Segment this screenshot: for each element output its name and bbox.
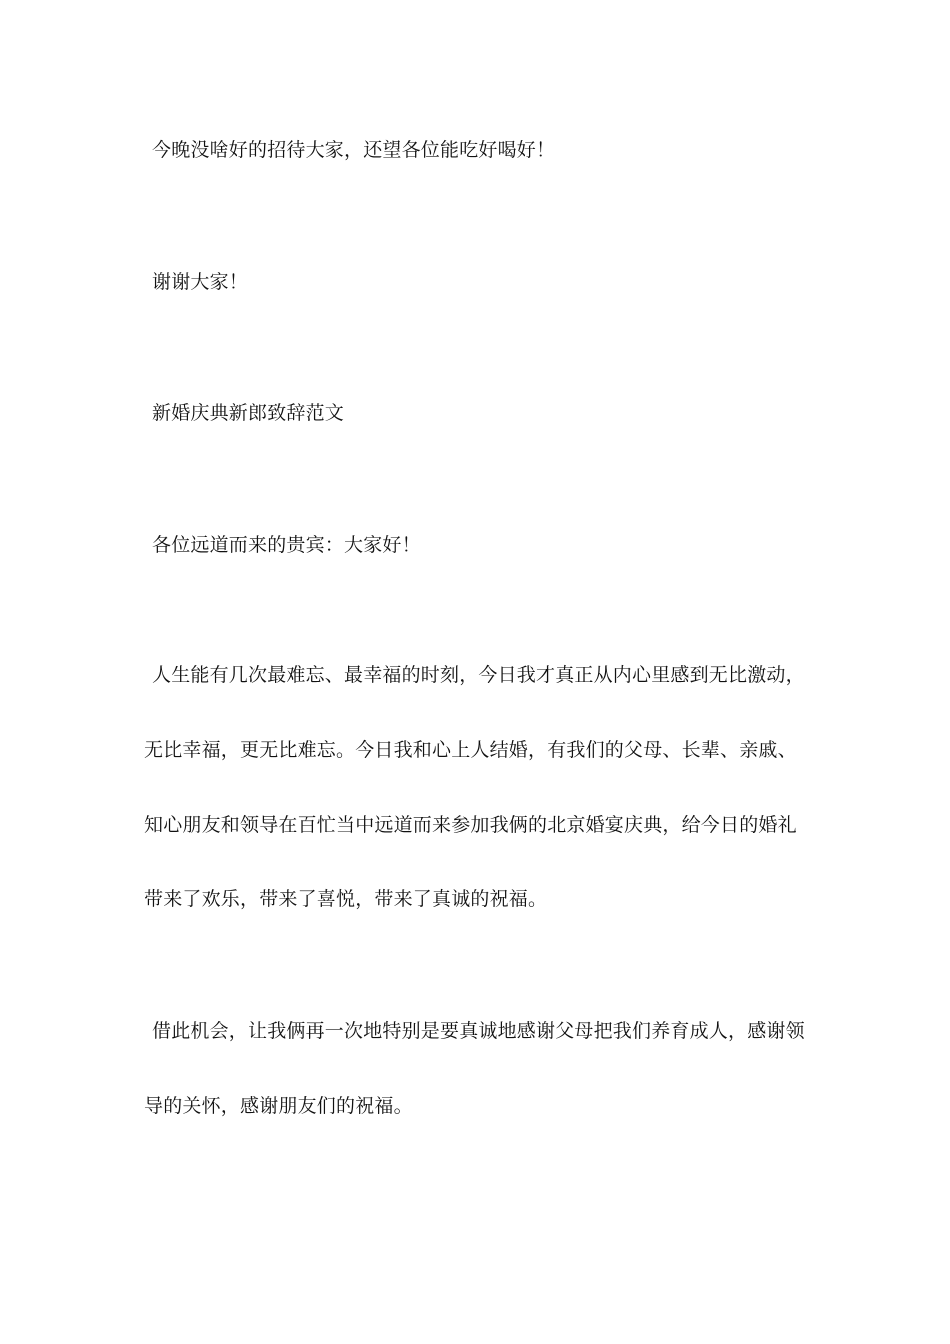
paragraph-line: 借此机会，让我俩再一次地特别是要真诚地感谢父母把我们养育成人，感谢领 xyxy=(152,1020,805,1042)
paragraph-line: 无比幸福，更无比难忘。今日我和心上人结婚，有我们的父母、长辈、亲戚、 xyxy=(144,739,797,761)
paragraph-line: 知心朋友和领导在百忙当中远道而来参加我俩的北京婚宴庆典，给今日的婚礼 xyxy=(144,814,797,836)
paragraph-line: 谢谢大家！ xyxy=(152,271,249,293)
paragraph-line: 人生能有几次最难忘、最幸福的时刻，今日我才真正从内心里感到无比激动， xyxy=(152,664,805,686)
paragraph-line: 今晚没啥好的招待大家，还望各位能吃好喝好！ xyxy=(152,139,556,161)
paragraph-line: 带来了欢乐，带来了喜悦，带来了真诚的祝福。 xyxy=(144,888,548,910)
salutation: 各位远道而来的贵宾：大家好！ xyxy=(152,534,421,556)
section-heading: 新婚庆典新郎致辞范文 xyxy=(152,402,345,424)
paragraph-line: 导的关怀，感谢朋友们的祝福。 xyxy=(144,1095,413,1117)
